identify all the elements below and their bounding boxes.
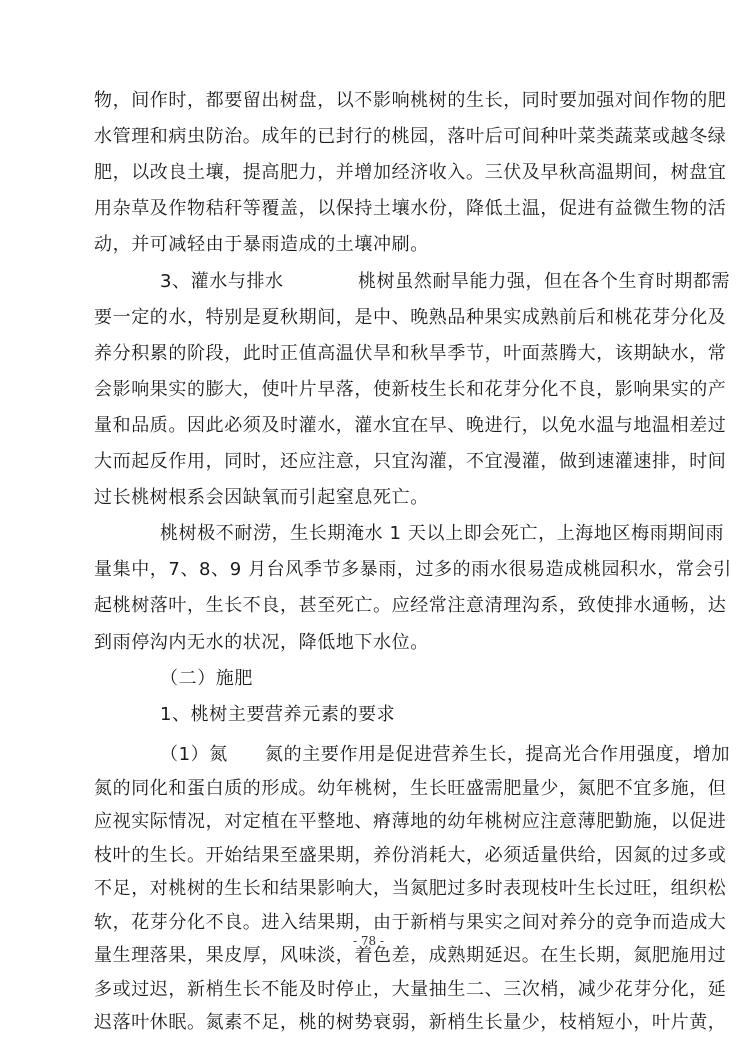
- text-line: 枝叶的生长。开始结果至盛果期，养份消耗大，必须适量供给，因氮的过多或: [94, 844, 727, 866]
- text-line: 不足，对桃树的生长和结果影响大，当氮肥过多时表现枝叶生长过旺，组织松: [94, 878, 727, 899]
- text-line: 量和品质。因此必须及时灌水，灌水宜在早、晚进行，以免水温与地温相差过: [94, 414, 727, 436]
- page-number: - 78 -: [352, 934, 384, 948]
- text-line: 量生理落果，果皮厚，风味淡，着色差，成熟期延迟。在生长期，氮肥施用过: [94, 945, 727, 966]
- paragraph-first-line: 桃树极不耐涝，生长期淹水 1 天以上即会死亡，上海地区梅雨期间雨: [160, 523, 725, 545]
- text-line: 动，并可减轻由于暴雨造成的土壤冲刷。: [94, 234, 429, 256]
- text-line: 过长桃树根系会因缺氧而引起窒息死亡。: [94, 487, 429, 509]
- text-line: 到雨停沟内无水的状况，降低地下水位。: [94, 631, 429, 653]
- text-line: 用杂草及作物秸秆等覆盖，以保持土壤水份，降低土温，促进有益微生物的活: [94, 198, 727, 220]
- text-line: 养分积累的阶段，此时正值高温伏旱和秋旱季节，叶面蒸腾大，该期缺水，常: [94, 342, 727, 364]
- text-line: 起桃树落叶，生长不良，甚至死亡。应经常注意清理沟系，致使排水通畅，达: [94, 595, 727, 617]
- subsection-heading: 1、桃树主要营养元素的要求: [160, 703, 396, 725]
- text-line: 要一定的水，特别是夏秋期间，是中、晚熟品种果实成熟前后和桃花芽分化及: [94, 306, 727, 328]
- text-line: 水管理和病虫防治。成年的已封行的桃园，落叶后可间种叶菜类蔬菜或越冬绿: [94, 126, 727, 148]
- text-line: 氮的同化和蛋白质的形成。幼年桃树，生长旺盛需肥量少，氮肥不宜多施，但: [94, 777, 727, 799]
- text-line: 肥，以改良土壤，提高肥力，并增加经济收入。三伏及早秋高温期间，树盘宜: [94, 162, 727, 184]
- text-line: 多或过迟，新梢生长不能及时停止，大量抽生二、三次梢，减少花芽分化，延: [94, 978, 727, 1000]
- text-line: 量集中，7、8、9 月台风季节多暴雨，过多的雨水很易造成桃园积水，常会引: [94, 559, 732, 581]
- section-heading: （二）施肥: [160, 667, 253, 689]
- paragraph-first-line: （1）氮 氮的主要作用是促进营养生长，提高光合作用强度，增加: [160, 744, 731, 765]
- text-line: 会影响果实的膨大，使叶片早落，使新枝生长和花芽分化不良，影响果实的产: [94, 378, 727, 400]
- text-line: 迟落叶休眠。氮素不足，桃的树势衰弱，新梢生长量少，枝梢短小，叶片黄，: [94, 1012, 727, 1033]
- text-line: 软，花芽分化不良。进入结果期，由于新梢与果实之间对养分的竞争而造成大: [94, 911, 727, 933]
- text-line: 大而起反作用，同时，还应注意，只宜沟灌，不宜漫灌，做到速灌速排，时间: [94, 451, 727, 472]
- text-line: 物，间作时，都要留出树盘，以不影响桃树的生长，同时要加强对间作物的肥: [94, 90, 727, 111]
- section-heading-line: 3、灌水与排水 桃树虽然耐旱能力强，但在各个生育时期都需: [160, 270, 731, 292]
- text-line: 应视实际情况，对定植在平整地、瘠薄地的幼年桃树应注意薄肥勤施，以促进: [94, 811, 727, 832]
